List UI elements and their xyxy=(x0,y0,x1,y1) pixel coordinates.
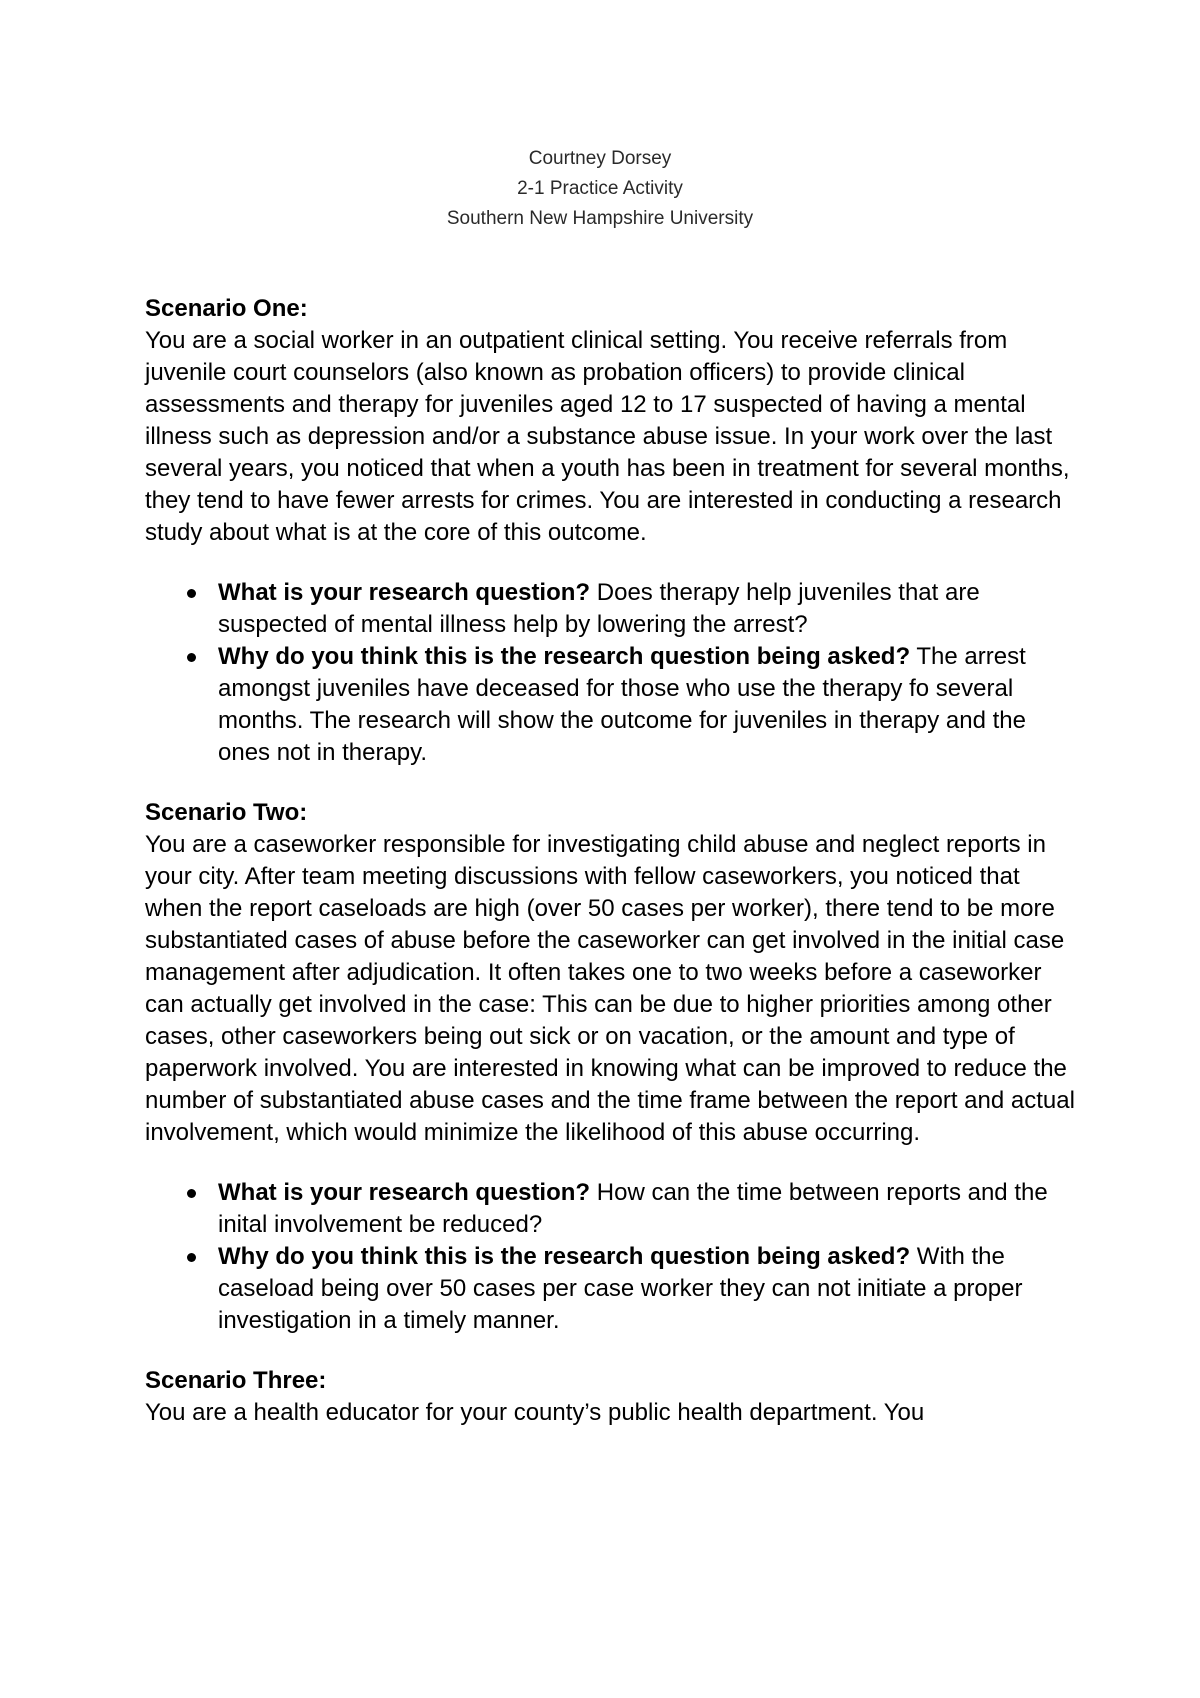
author-name: Courtney Dorsey xyxy=(528,148,672,169)
list-item xyxy=(145,577,1075,641)
why-question-label: Why do you think this is the research question being asked? xyxy=(218,643,911,670)
bullet-icon xyxy=(187,653,196,662)
bullet-icon xyxy=(187,1189,196,1198)
research-question-label: What is your research question? xyxy=(218,579,591,606)
assignment-title: 2-1 Practice Activity xyxy=(517,178,683,199)
scenario-two-questions xyxy=(145,1177,1075,1337)
list-item xyxy=(145,1177,1075,1241)
scenario-one-heading: Scenario One: xyxy=(145,295,308,322)
bullet-icon xyxy=(187,589,196,598)
list-item xyxy=(145,641,1075,769)
scenario-two-text: You are a caseworker responsible for investigating child abuse and neglect reports in your city. After team meeting discussions with fellow caseworkers, you noticed that when the report caseloads are high (over 50 cases per worker), there tend to be more substantiated cases of abuse before the caseworker can get involved in the initial case management after adjudication. It often takes one to two weeks before a caseworker can actually get involved in the case: This can be due to higher priorities among other cases, other caseworkers being out sick or on vacation, or the amount and type of paperwork involved. You are interested in knowing what can be improved to reduce the number of substantiated abuse cases and the time frame between the report and actual involvement, which would minimize the likelihood of this abuse occurring. xyxy=(145,831,1075,1146)
scenario-three-heading: Scenario Three: xyxy=(145,1367,327,1394)
list-item xyxy=(145,1241,1075,1337)
research-question-answer: Does therapy help juveniles that are suspected of mental illness help by lowering the arrest? xyxy=(218,579,980,638)
scenario-three-text: You are a health educator for your county’s public health department. You xyxy=(145,1399,925,1426)
scenario-one-questions xyxy=(145,577,1075,769)
why-question-label: Why do you think this is the research question being asked? xyxy=(218,1243,911,1270)
scenario-two-heading: Scenario Two: xyxy=(145,799,308,826)
document-header xyxy=(0,144,1200,234)
why-question-answer: The arrest amongst juveniles have deceased for those who use the therapy fo several months. The research will show the outcome for juveniles in therapy and the ones not in therapy. xyxy=(218,643,1026,766)
research-question-label: What is your research question? xyxy=(218,1179,591,1206)
scenario-one-text: You are a social worker in an outpatient clinical setting. You receive referrals from juvenile court counselors (also known as probation officers) to provide clinical assessments and therapy for juveniles aged 12 to 17 suspected of having a mental illness such as depression and/or a substance abuse issue. In your work over the last several years, you noticed that when a youth has been in treatment for several months, they tend to have fewer arrests for crimes. You are interested in conducting a research study about what is at the core of this outcome. xyxy=(145,327,1070,546)
document-body xyxy=(145,293,1075,1429)
institution-name: Southern New Hampshire University xyxy=(446,208,754,229)
bullet-icon xyxy=(187,1253,196,1262)
research-question-answer: How can the time between reports and the inital involvement be reduced? xyxy=(218,1179,1048,1238)
why-question-answer: With the caseload being over 50 cases per case worker they can not initiate a proper investigation in a timely manner. xyxy=(218,1243,1023,1334)
